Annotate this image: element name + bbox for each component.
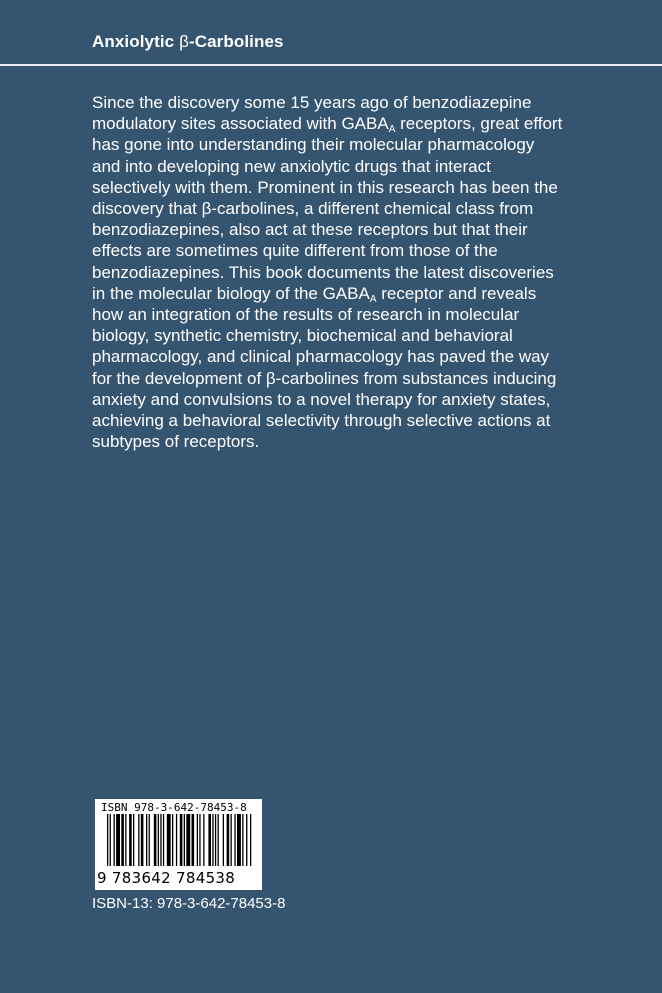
description-line: and into developing new anxiolytic drugs that interact (92, 156, 491, 176)
barcode-bar (197, 814, 198, 866)
barcode-bar (203, 814, 204, 866)
barcode-bar (227, 814, 230, 866)
barcode-bar (146, 814, 147, 866)
description-line: benzodiazepines. This book documents the latest discoveries (92, 262, 554, 282)
title-suffix: -Carbolines (188, 32, 284, 51)
barcode-digits: 9 783642 784538 (97, 869, 236, 887)
description-line: selectively with them. Prominent in this research has been the (92, 177, 558, 197)
barcode-bars (95, 812, 262, 872)
description-line (92, 113, 608, 134)
description-line: discovery that β-carbolines, a different chemical class from (92, 199, 534, 219)
subscript-a: A (369, 293, 377, 305)
barcode-bar (215, 814, 216, 866)
description-line: Since the discovery some 15 years ago of benzodiazepine (92, 93, 532, 112)
description-line: for the development of β-carbolines from substances inducing (92, 368, 557, 388)
barcode-bar (250, 814, 251, 866)
barcode-bar (223, 814, 224, 866)
isbn-13: ISBN-13: 978-3-642-78453-8 (92, 895, 286, 912)
barcode-bar (212, 814, 213, 866)
barcode-isbn-label: ISBN 978-3-642-78453-8 (101, 801, 247, 814)
description-text: receptor and reveals (376, 283, 537, 303)
description-line (92, 283, 608, 304)
barcode-bar (107, 814, 108, 866)
barcode-bar (218, 814, 219, 866)
barcode-bar (138, 814, 139, 866)
barcode-bar (141, 814, 144, 866)
barcode-bar (114, 814, 115, 866)
barcode-bar (133, 814, 134, 866)
barcode-bar (125, 814, 126, 866)
barcode-bar (172, 814, 173, 866)
description-text: receptors, great effort (395, 114, 563, 134)
description-text: in the molecular biology of the GABA (92, 283, 370, 303)
barcode-bar (234, 814, 235, 866)
barcode-bar (160, 814, 161, 866)
description-line: biology, synthetic chemistry, biochemical and behavioral (92, 326, 513, 346)
description-text: modulatory sites associated with GABA (92, 114, 389, 134)
barcode-bar (149, 814, 150, 866)
barcode-bar (121, 814, 124, 866)
description-line: effects are sometimes quite different from those of the (92, 241, 498, 261)
barcode-bar (231, 814, 232, 866)
book-title (92, 32, 284, 52)
description-line: how an integration of the results of research in molecular (92, 305, 520, 325)
barcode (95, 799, 262, 890)
barcode-bar (158, 814, 159, 866)
title-prefix: Anxiolytic (92, 32, 180, 51)
barcode-bar (110, 814, 111, 866)
barcode-bar (129, 814, 132, 866)
barcode-bar (167, 814, 171, 866)
barcode-bar (242, 814, 243, 866)
description-line: has gone into understanding their molecular pharmacology (92, 135, 535, 155)
barcode-bar (186, 814, 190, 866)
book-description (92, 92, 608, 452)
description-line: subtypes of receptors. (92, 432, 260, 452)
description-line: pharmacology, and clinical pharmacology has paved the way (92, 347, 550, 367)
description-line: achieving a behavioral selectivity through selective actions at (92, 411, 551, 431)
barcode-bar (192, 814, 195, 866)
barcode-bar (199, 814, 200, 866)
subscript-a: A (388, 124, 396, 136)
description-line: benzodiazepines, also act at these receptors but that their (92, 220, 528, 240)
barcode-bar (176, 814, 177, 866)
barcode-bar (154, 814, 157, 866)
title-beta: β (179, 32, 189, 51)
barcode-bar (246, 814, 247, 866)
barcode-bar (237, 814, 241, 866)
barcode-bar (184, 814, 185, 866)
barcode-bar (208, 814, 211, 866)
barcode-bar (163, 814, 164, 866)
barcode-bar (116, 814, 120, 866)
description-line: anxiety and convulsions to a novel therapy for anxiety states, (92, 389, 551, 409)
barcode-bar (180, 814, 183, 866)
header-divider (0, 64, 662, 66)
